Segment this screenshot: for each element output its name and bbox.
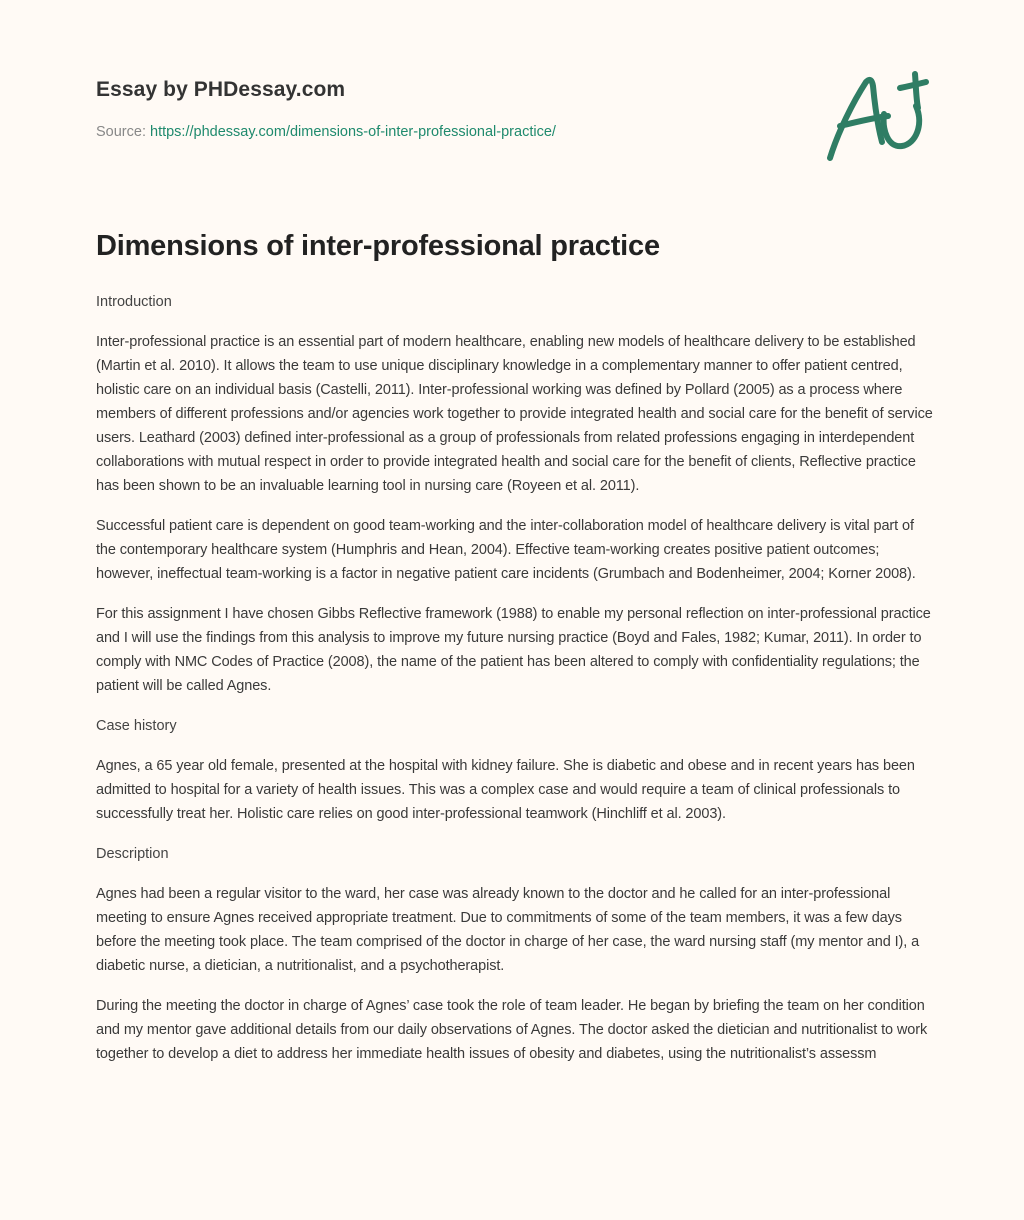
page-header xyxy=(96,76,796,142)
paragraph: For this assignment I have chosen Gibbs Reflective framework (1988) to enable my personal reflection on inter-professional practice and I will use the findings from this analysis to improve my future nursing practice (Boyd and Fales, 1982; Kumar, 2011). In order to comply with NMC Codes of Practice (2008), the name of the patient has been altered to comply with confidentiality regulations; the patient will be called Agnes. xyxy=(96,606,931,694)
section-heading-description: Description xyxy=(96,846,169,862)
source-link[interactable]: https://phdessay.com/dimensions-of-inter-professional-practice/ xyxy=(150,124,556,140)
paragraph: Agnes had been a regular visitor to the ward, her case was already known to the doctor and he called for an inter-professional meeting to ensure Agnes received appropriate treatment. Due to commitments of some of the team members, it was a few days before the meeting took place. The team comprised of the doctor in charge of her case, the ward nursing staff (my mentor and I), a diabetic nurse, a dietician, a nutritionalist, and a psychotherapist. xyxy=(96,886,920,974)
paragraph: Successful patient care is dependent on good team-working and the inter-collaboration model of healthcare delivery is vital part of the contemporary healthcare system (Humphris and Hean, 2004). Effective team-working creates positive patient outcomes; however, ineffectual team-working is a factor in negative patient care incidents (Grumbach and Bodenheimer, 2004; Korner 2008). xyxy=(96,518,916,582)
essay-title: Dimensions of inter-professional practice xyxy=(96,230,660,262)
essay-body xyxy=(96,226,936,1082)
brand-title: Essay by PHDessay.com xyxy=(96,78,346,101)
paragraph: During the meeting the doctor in charge of Agnes’ case took the role of team leader. He began by briefing the team on her condition and my mentor gave additional details from our daily observations of Agnes. The doctor asked the dietician and nutritionalist to work together to develop a diet to address her immediate health issues of obesity and diabetes, using the nutritionalist’s assessm xyxy=(96,998,928,1062)
source-line xyxy=(96,122,796,142)
section-heading-case-history: Case history xyxy=(96,718,177,734)
paragraph: Agnes, a 65 year old female, presented at the hospital with kidney failure. She is diabetic and obese and in recent years has been admitted to hospital for a variety of health issues. This was a complex case and would require a team of clinical professionals to successfully treat her. Holistic care relies on good inter-professional teamwork (Hinchliff et al. 2003). xyxy=(96,758,915,822)
a-plus-grade-icon xyxy=(818,62,938,172)
section-heading-introduction: Introduction xyxy=(96,294,172,310)
paragraph: Inter-professional practice is an essential part of modern healthcare, enabling new models of healthcare delivery to be established (Martin et al. 2010). It allows the team to use unique disciplinary knowledge in a complementary manner to offer patient centred, holistic care on an individual basis (Castelli, 2011). Inter-professional working was defined by Pollard (2005) as a process where members of different professions and/or agencies work together to provide integrated health and social care for the benefit of service users. Leathard (2003) defined inter-professional as a group of professionals from related professions engaging in interdependent collaborations with mutual respect in order to provide integrated health and social care for the benefit of clients, Reflective practice has been shown to be an invaluable learning tool in nursing care (Royeen et al. 2011). xyxy=(96,334,933,494)
source-label: Source: xyxy=(96,124,150,140)
